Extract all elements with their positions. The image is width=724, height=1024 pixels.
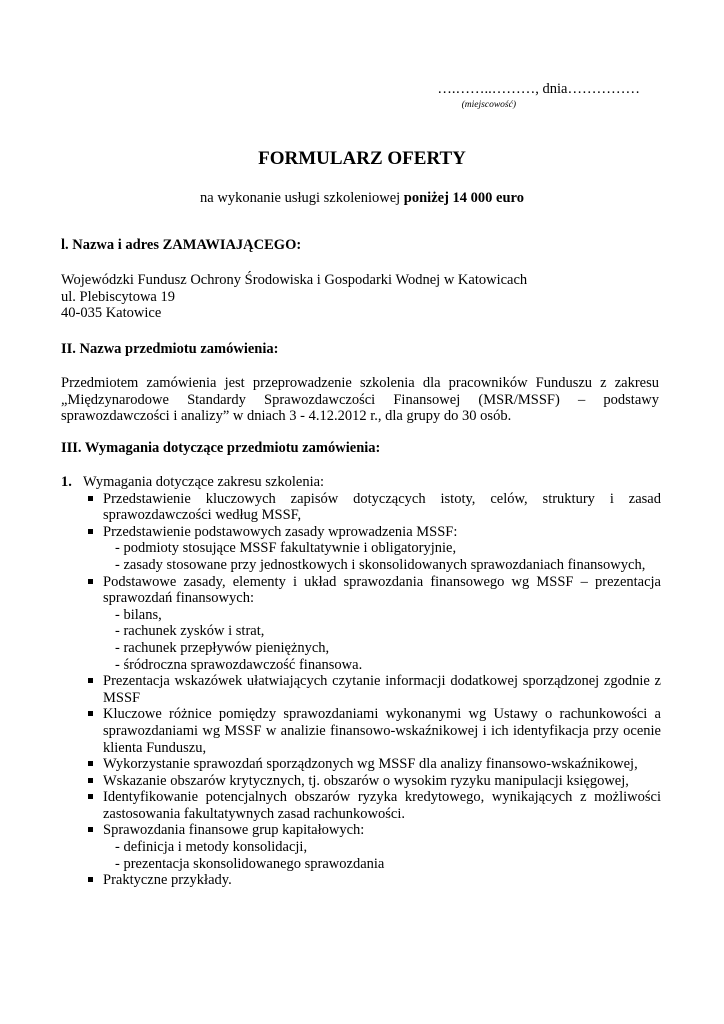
sub-item: - bilans, [115,606,162,623]
requirements-list [61,474,661,889]
requirement-item [61,474,661,491]
sub-item: - rachunek zysków i strat, [115,623,265,640]
bullet-text: Przedstawienie kluczowych zapisów dotyczących istoty, celów, struktury i zasad sprawozdawczości według MSSF, [103,490,661,524]
sub-item: - śródroczna sprawozdawczość finansowa. [115,656,363,673]
item-text: Wymagania dotyczące zakresu szkolenia: [83,474,325,490]
sub-item: - podmioty stosujące MSSF fakultatywnie i obligatoryjnie, [115,540,457,557]
sub-list [103,839,661,872]
place-caption: (miejscowość) [461,100,516,110]
subject-description: Przedmiotem zamówienia jest przeprowadzenie szkolenia dla pracowników Funduszu z zakresu „Międzynarodowe Standardy Sprawozdawczości Finansowej (MSR/MSSF) – podstawy sprawozdawczości i analizy” w dniach 3 - 4.12.2012 r., dla grupy do 30 osób. [61,375,659,425]
bullet-item [86,789,661,822]
contracting-party-address [61,272,527,322]
sub-item: - rachunek przepływów pieniężnych, [115,639,330,656]
bullet-text: Sprawozdania finansowe grup kapitałowych: [103,822,365,839]
subtitle-text: na wykonanie usługi szkoleniowej [200,190,404,206]
sub-list [103,540,661,573]
document-title: FORMULARZ OFERTY [258,148,466,169]
bullet-item [86,673,661,706]
sub-item: - definicja i metody konsolidacji, [115,839,308,856]
bullet-item [86,491,661,524]
bullet-text: Prezentacja wskazówek ułatwiających czytanie informacji dodatkowej sporządzonej zgodnie z MSSF [103,673,661,706]
bullet-text: Kluczowe różnice pomiędzy sprawozdaniami wykonanymi wg Ustawy o rachunkowości a sprawozdaniami wg MSSF w analizie finansowo-wskaźnikowej i ich identyfikacja przy ocenie klienta Funduszu, [103,706,661,756]
bullet-item [86,706,661,756]
bullet-text: Praktyczne przykłady. [103,872,232,889]
bullet-item [86,756,661,773]
section-heading-subject: II. Nazwa przedmiotu zamówienia: [61,341,279,357]
address-line: Wojewódzki Fundusz Ochrony Środowiska i Gospodarki Wodnej w Katowicach [61,272,528,288]
bullet-text: Wykorzystanie sprawozdań sporządzonych wg MSSF dla analizy finansowo-wskaźnikowej, [103,756,638,773]
bullet-text: Podstawowe zasady, elementy i układ sprawozdania finansowego wg MSSF – prezentacja sprawozdań finansowych: [103,573,661,607]
bullet-text: Przedstawienie podstawowych zasady wprowadzenia MSSF: [103,523,458,540]
sub-item: - zasady stosowane przy jednostkowych i skonsolidowanych sprawozdaniach finansowych, [115,556,646,573]
date-line: ….……..………, dnia…………… [437,81,640,97]
document-subtitle [0,190,724,207]
address-line: ul. Plebiscytowa 19 [61,288,175,305]
bullet-text: Identyfikowanie potencjalnych obszarów ryzyka kredytowego, wynikających z możliwości zastosowania fakultatywnych zasad rachunkowości. [103,789,661,822]
bullet-item [86,872,661,889]
bullet-item [86,773,661,790]
subtitle-emphasis: poniżej 14 000 euro [403,190,524,206]
bullet-item [86,524,661,574]
bullet-item [86,574,661,674]
address-line: 40-035 Katowice [61,305,162,322]
bullet-text: Wskazanie obszarów krytycznych, tj. obszarów o wysokim ryzyku manipulacji księgowej, [103,772,629,789]
section-heading-requirements: III. Wymagania dotyczące przedmiotu zamówienia: [61,440,381,456]
requirement-bullets [61,491,661,889]
bullet-item [86,822,661,872]
sub-item: - prezentacja skonsolidowanego sprawozdania [115,855,385,872]
item-number: 1. [61,474,72,490]
sub-list [103,607,661,673]
section-heading-contracting-party: l. Nazwa i adres ZAMAWIAJĄCEGO: [61,237,302,253]
